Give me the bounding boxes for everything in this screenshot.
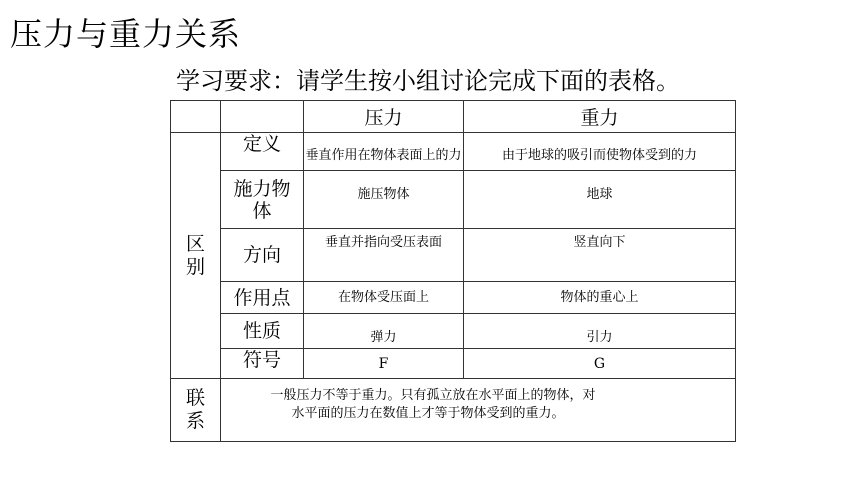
attr-symbol: 符号 bbox=[221, 349, 304, 379]
pressure-force-source: 施压物体 bbox=[304, 171, 464, 229]
pressure-definition: 垂直作用在物体表面上的力 bbox=[304, 133, 464, 171]
relation-label: 联系 bbox=[185, 387, 205, 432]
attr-definition: 定义 bbox=[221, 133, 304, 171]
attr-application-point: 作用点 bbox=[221, 282, 304, 314]
relation-text bbox=[221, 379, 736, 442]
group-label: 区别 bbox=[185, 232, 205, 278]
gravity-nature: 引力 bbox=[464, 314, 736, 349]
pressure-nature: 弹力 bbox=[304, 314, 464, 349]
gravity-direction: 竖直向下 bbox=[464, 229, 736, 282]
header-pressure: 压力 bbox=[304, 101, 464, 133]
table-row bbox=[171, 229, 736, 282]
learning-requirement: 学习要求：请学生按小组讨论完成下面的表格。 bbox=[176, 67, 680, 95]
relation-line-1: 一般压力不等于重力。只有孤立放在水平面上的物体，对 bbox=[270, 388, 596, 403]
relation-line-2: 水平面的压力在数值上才等于物体受到的重力。 bbox=[291, 406, 565, 421]
table-row bbox=[171, 349, 736, 379]
attr-label: 施力物体 bbox=[233, 177, 291, 222]
group-label-difference bbox=[171, 133, 221, 379]
attr-direction: 方向 bbox=[221, 229, 304, 282]
attr-force-source bbox=[221, 171, 304, 229]
table-row bbox=[171, 314, 736, 349]
header-gravity: 重力 bbox=[464, 101, 736, 133]
table-row bbox=[171, 171, 736, 229]
page-title: 压力与重力关系 bbox=[10, 15, 242, 53]
gravity-definition: 由于地球的吸引而使物体受到的力 bbox=[464, 133, 736, 171]
header-empty-1 bbox=[171, 101, 221, 133]
gravity-application-point: 物体的重心上 bbox=[464, 282, 736, 314]
header-empty-2 bbox=[221, 101, 304, 133]
pressure-direction: 垂直并指向受压表面 bbox=[304, 229, 464, 282]
table-row bbox=[171, 133, 736, 171]
relation-label-cell bbox=[171, 379, 221, 442]
gravity-force-source: 地球 bbox=[464, 171, 736, 229]
table-row bbox=[171, 282, 736, 314]
header-row bbox=[171, 101, 736, 133]
relation-row bbox=[171, 379, 736, 442]
pressure-application-point: 在物体受压面上 bbox=[304, 282, 464, 314]
comparison-table bbox=[170, 100, 736, 442]
attr-nature: 性质 bbox=[221, 314, 304, 349]
gravity-symbol: G bbox=[464, 349, 736, 379]
pressure-symbol: F bbox=[304, 349, 464, 379]
